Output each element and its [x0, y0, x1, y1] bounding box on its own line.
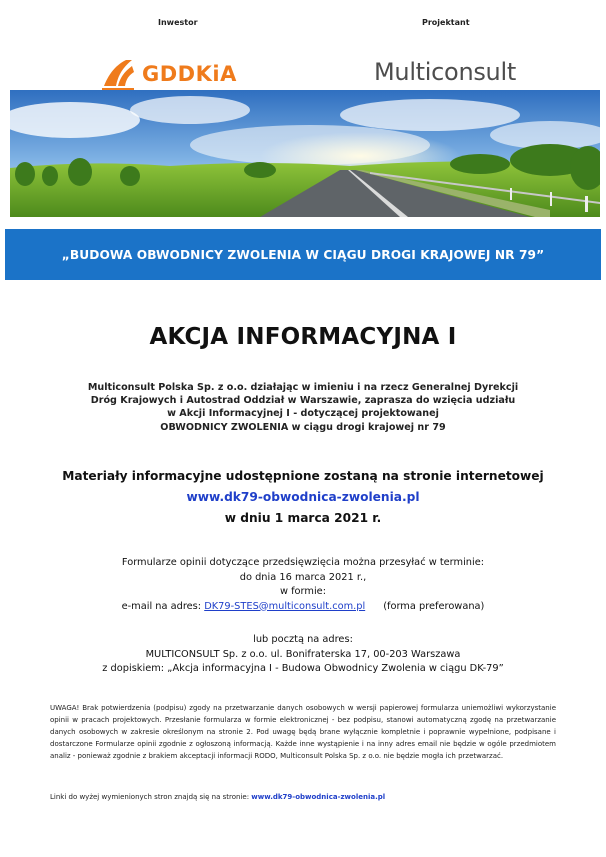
investor-label: Inwestor [158, 18, 198, 27]
email-prefix: e-mail na adres: [121, 600, 205, 612]
page-title: AKCJA INFORMACYJNA I [149, 324, 457, 350]
links-website-link[interactable]: www.dk79-obwodnica-zwolenia.pl [251, 793, 386, 801]
intro-paragraph [0, 381, 606, 434]
multiconsult-logo: Multiconsult [374, 58, 516, 86]
materials-section [0, 466, 606, 529]
links-prefix: Linki do wyżej wymienionych stron znajdą się na stronie: [50, 793, 252, 801]
gddkia-logo-text: GDDKiA [142, 62, 237, 86]
post-section [0, 633, 606, 677]
project-website-link[interactable]: www.dk79-obwodnica-zwolenia.pl [186, 490, 420, 504]
email-link[interactable]: DK79-STES@multiconsult.com.pl [204, 600, 366, 612]
forms-format-label: w formie: [279, 586, 327, 597]
forms-email-line [0, 600, 606, 615]
forms-deadline-date: do dnia 16 marca 2021 r., [239, 571, 367, 583]
post-intro: lub pocztą na adres: [253, 634, 353, 645]
links-line [50, 793, 385, 801]
gdpr-notice: UWAGA! Brak potwierdzenia (podpisu) zgody na przetwarzanie danych osobowych w wersji papierowej formularza uniemożliwi wykorzystanie opinii w pracach projektowych. Przesłanie formularza w formie elektronicznej - bez podpisu, stanowi automatyczną zgodę na przetwarzanie danych osobowych w zakresie określonym na stronie 2. Pod uwagę będą brane wyłącznie kompletnie i poprawnie wypełnione, podpisane i dostarczone Formularze opinii zgodnie z ogłoszoną informacją. Każde inne wystąpienie i na inny adres email nie będzie w ogóle przedmiotem analiz - ponieważ zgodnie z brakiem akceptacji informacji RODO, Multiconsult Polska Sp. z o.o. nie będzie mogła ich przetwarzać. [50, 704, 556, 760]
email-note: (forma preferowana) [383, 600, 485, 612]
intro-line: Dróg Krajowych i Autostrad Oddział w Warszawie, zaprasza do wzięcia udziału [90, 395, 516, 407]
materials-line: Materiały informacyjne udostępnione zostaną na stronie internetowej [62, 469, 544, 483]
road-landscape-photo [10, 90, 600, 217]
gddkia-logo [100, 54, 237, 94]
project-banner-text: „BUDOWA OBWODNICY ZWOLENIA W CIĄGU DROGI KRAJOWEJ NR 79” [61, 247, 545, 262]
intro-line: OBWODNICY ZWOLENIA w ciągu drogi krajowej nr 79 [160, 421, 446, 433]
roles-row [0, 18, 606, 34]
forms-section [0, 556, 606, 614]
intro-line: Multiconsult Polska Sp. z o.o. działając w imieniu i na rzecz Generalnej Dyrekcji [87, 382, 519, 393]
project-banner [5, 229, 601, 280]
intro-line: w Akcji Informacyjnej I - dotyczącej projektowanej [167, 408, 439, 420]
post-address: MULTICONSULT Sp. z o.o. ul. Bonifraterska 17, 00-203 Warszawa [145, 648, 461, 660]
forms-deadline-intro: Formularze opinii dotyczące przedsięwzięcia można przesyłać w terminie: [121, 557, 485, 568]
designer-label: Projektant [422, 18, 470, 27]
materials-date: w dniu 1 marca 2021 r. [224, 511, 382, 525]
gddkia-road-icon [100, 56, 136, 92]
post-annotation: z dopiskiem: „Akcja informacyjna I - Budowa Obwodnicy Zwolenia w ciągu DK-79” [102, 663, 504, 674]
